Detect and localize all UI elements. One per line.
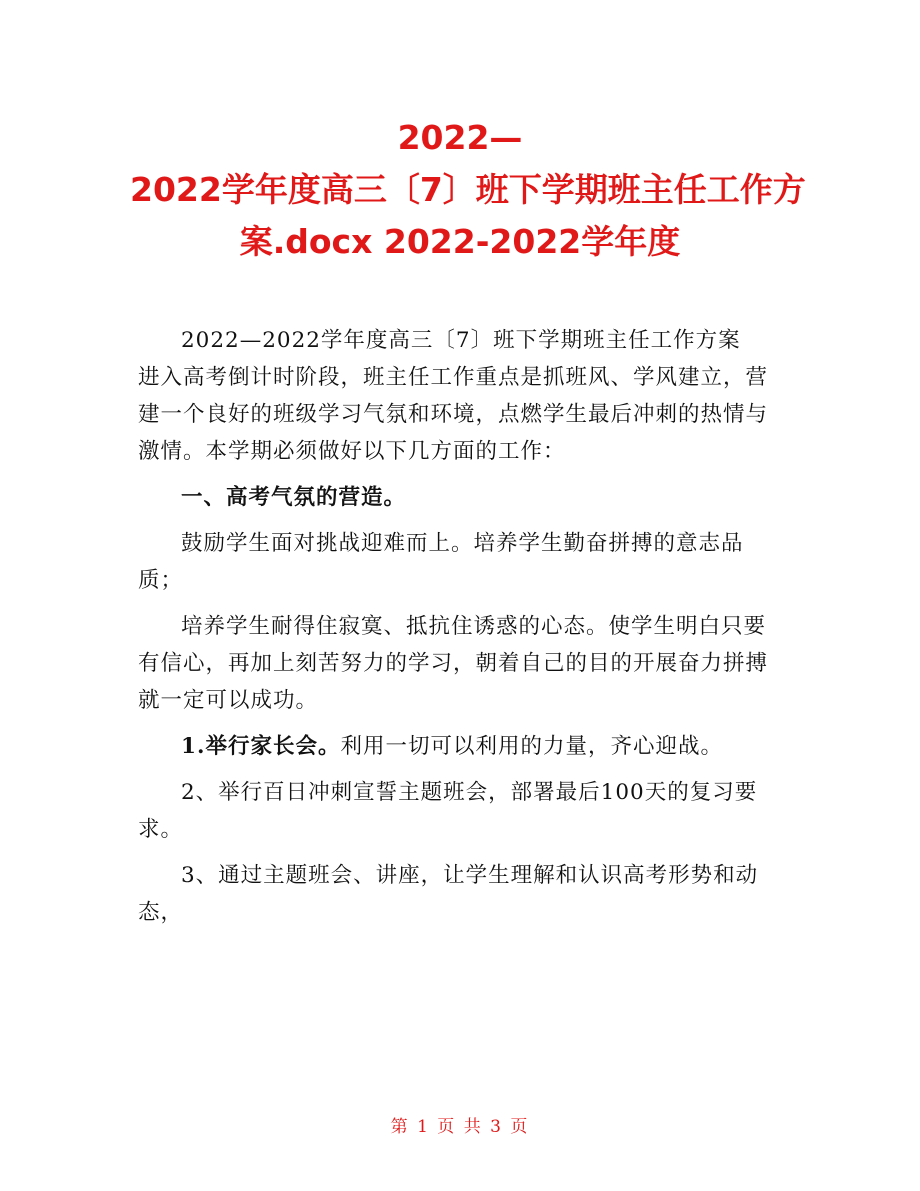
list-item-2: 2、举行百日冲刺宣誓主题班会，部署最后100天的复习要求。	[138, 780, 758, 842]
title-line-2: 2022学年度高三〔7〕班下学期班主任工作方	[130, 170, 806, 209]
page-number-footer: 第 1 页 共 3 页	[390, 1117, 530, 1137]
list-item-1	[138, 728, 784, 765]
section-1-title: 一、高考气氛的营造。	[181, 485, 407, 510]
title-line-3: 案.docx 2022-2022学年度	[239, 222, 681, 261]
intro-paragraph: 进入高考倒计时阶段，班主任工作重点是抓班风、学风建立，营建一个良好的班级学习气氛和环境，点燃学生最后冲刺的热情与激情。本学期必须做好以下几方面的工作：	[138, 365, 769, 464]
paragraph-1: 鼓励学生面对挑战迎难而上。培养学生勤奋拼搏的意志品质；	[138, 531, 744, 593]
list-item-1-text: 利用一切可以利用的力量，齐心迎战。	[340, 734, 723, 759]
document-body	[138, 322, 784, 940]
paragraph-2: 培养学生耐得住寂寞、抵抗住诱惑的心态。使学生明白只要有信心，再加上刻苦努力的学习，朝着自己的目的开展奋力拼搏就一定可以成功。	[138, 614, 769, 713]
heading-line: 2022—2022学年度高三〔7〕班下学期班主任工作方案	[181, 328, 741, 353]
document-title	[130, 112, 806, 268]
list-item-1-lead: 1.举行家长会。	[181, 734, 341, 759]
list-item-3: 3、通过主题班会、讲座，让学生理解和认识高考形势和动态，	[138, 863, 759, 925]
title-line-1: 2022—	[397, 118, 523, 157]
